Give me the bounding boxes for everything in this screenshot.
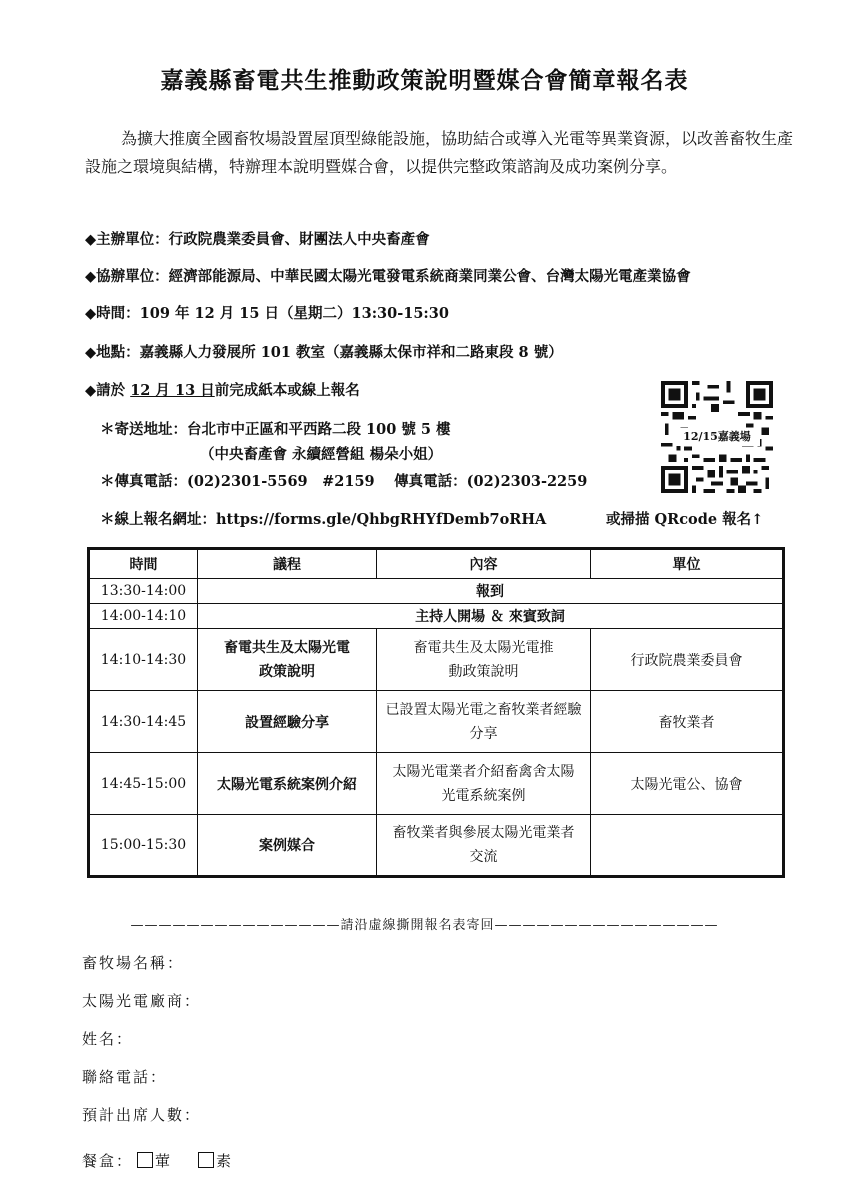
phone-field[interactable]: 聯絡電話： bbox=[82, 1068, 168, 1086]
table-row bbox=[89, 579, 784, 604]
veg-checkbox[interactable] bbox=[198, 1152, 214, 1168]
page-title: 嘉義縣畜電共生推動政策說明暨媒合會簡章報名表 bbox=[160, 67, 689, 94]
deadline-line bbox=[85, 379, 360, 400]
name-field[interactable]: 姓名： bbox=[82, 1030, 134, 1048]
organizer-line: ◆主辦單位：行政院農業委員會、財團法人中央畜產會 bbox=[85, 231, 430, 248]
mail-address: ＊寄送地址：台北市中正區和平西路二段 100 號 5 樓 bbox=[100, 421, 451, 438]
location-line: ◆地點：嘉義縣人力發展所 101 教室（嘉義縣太保市祥和二路東段 8 號） bbox=[85, 344, 563, 361]
table-row bbox=[89, 691, 784, 753]
row-topic: 設置經驗分享 bbox=[198, 691, 377, 753]
table-row bbox=[89, 815, 784, 877]
deadline-prefix: ◆請於 bbox=[85, 382, 131, 399]
fax-phone: ＊傳真電話：(02)2301-5569 #2159 傳真電話：(02)2303-2259 bbox=[100, 473, 588, 490]
qr-label: 12/15嘉義場 bbox=[674, 428, 760, 446]
agenda-header-row bbox=[89, 549, 784, 579]
time-line: ◆時間：109 年 12 月 15 日（星期二）13:30-15:30 bbox=[85, 305, 449, 322]
table-row bbox=[89, 604, 784, 629]
row-time: 13:30-14:00 bbox=[89, 579, 198, 604]
deadline-date: 12 月 13 日 bbox=[130, 382, 215, 399]
mail-contact: （中央畜產會 永續經營組 楊朵小姐） bbox=[200, 446, 443, 463]
row-merged: 報到 bbox=[198, 579, 784, 604]
attendees-field[interactable]: 預計出席人數： bbox=[82, 1106, 202, 1124]
header-time: 時間 bbox=[89, 549, 198, 579]
table-row bbox=[89, 629, 784, 691]
table-row bbox=[89, 753, 784, 815]
row-time: 14:10-14:30 bbox=[89, 629, 198, 691]
row-topic: 畜電共生及太陽光電政策說明 bbox=[198, 629, 377, 691]
meal-label: 餐盒： bbox=[82, 1152, 134, 1170]
row-content: 畜牧業者與參展太陽光電業者交流 bbox=[377, 815, 591, 877]
row-topic: 案例媒合 bbox=[198, 815, 377, 877]
row-time: 14:30-14:45 bbox=[89, 691, 198, 753]
row-unit: 太陽光電公、協會 bbox=[591, 753, 784, 815]
deadline-suffix: 前完成紙本或線上報名 bbox=[214, 382, 360, 399]
co-organizer-line: ◆協辦單位：經濟部能源局、中華民國太陽光電發電系統商業同業公會、台灣太陽光電產業協會 bbox=[85, 268, 691, 285]
tear-line: ———————————————請沿虛線撕開報名表寄回———————————————— bbox=[130, 918, 719, 933]
qr-note: 或掃描 QRcode 報名↑ bbox=[606, 511, 764, 528]
header-content: 內容 bbox=[377, 549, 591, 579]
row-unit bbox=[591, 815, 784, 877]
row-content: 已設置太陽光電之畜牧業者經驗分享 bbox=[377, 691, 591, 753]
row-time: 15:00-15:30 bbox=[89, 815, 198, 877]
header-topic: 議程 bbox=[198, 549, 377, 579]
row-time: 14:45-15:00 bbox=[89, 753, 198, 815]
agenda-table bbox=[87, 547, 785, 878]
header-unit: 單位 bbox=[591, 549, 784, 579]
row-content: 太陽光電業者介紹畜禽舍太陽光電系統案例 bbox=[377, 753, 591, 815]
row-unit: 行政院農業委員會 bbox=[591, 629, 784, 691]
row-time: 14:00-14:10 bbox=[89, 604, 198, 629]
online-url[interactable]: ＊線上報名網址：https://forms.gle/QhbgRHYfDemb7oRHA bbox=[100, 511, 547, 528]
intro-paragraph: 為擴大推廣全國畜牧場設置屋頂型綠能設施，協助結合或導入光電等異業資源，以改善畜牧生產設施之環境與結構，特辦理本說明暨媒合會，以提供完整政策諮詢及成功案例分享。 bbox=[85, 129, 794, 176]
row-content: 畜電共生及太陽光電推動政策說明 bbox=[377, 629, 591, 691]
row-merged: 主持人開場 ＆ 來賓致詞 bbox=[198, 604, 784, 629]
meat-option-label: 葷 bbox=[155, 1152, 173, 1170]
row-topic: 太陽光電系統案例介紹 bbox=[198, 753, 377, 815]
pv-vendor-field[interactable]: 太陽光電廠商： bbox=[82, 992, 202, 1010]
farm-name-field[interactable]: 畜牧場名稱： bbox=[82, 954, 185, 972]
meat-checkbox[interactable] bbox=[137, 1152, 153, 1168]
veg-option-label: 素 bbox=[216, 1152, 234, 1170]
meal-field bbox=[82, 1150, 233, 1171]
row-unit: 畜牧業者 bbox=[591, 691, 784, 753]
